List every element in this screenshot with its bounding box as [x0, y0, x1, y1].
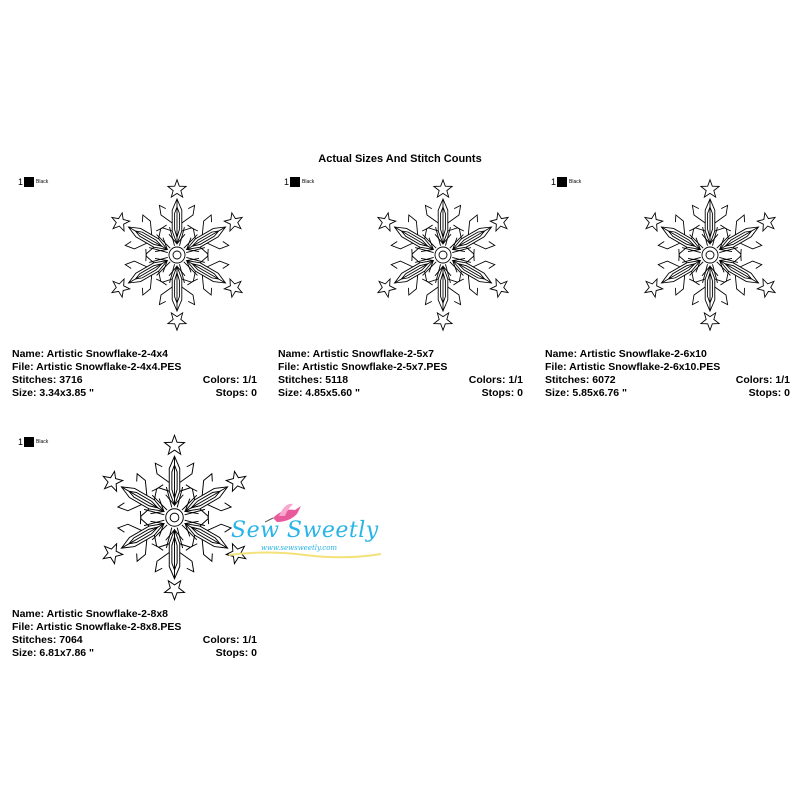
color-swatch	[24, 437, 34, 447]
color-count: Colors: 1/1	[202, 374, 257, 386]
design-size: Size: 6.81x7.86 "	[12, 647, 95, 659]
design-file: File: Artistic Snowflake-2-6x10.PES	[545, 361, 721, 373]
snowflake-preview	[363, 175, 523, 335]
brand-name: Sew Sweetly	[231, 518, 379, 543]
snowflake-icon	[630, 175, 790, 335]
legend-label: Black	[569, 179, 582, 185]
color-swatch	[557, 177, 567, 187]
color-swatch	[24, 177, 34, 187]
color-swatch	[290, 177, 300, 187]
color-legend	[18, 435, 48, 449]
design-info	[12, 348, 257, 400]
design-size: Size: 4.85x5.60 "	[278, 387, 361, 399]
legend-number: 1	[551, 177, 557, 187]
stop-count: Stops: 0	[748, 387, 790, 399]
design-card	[278, 165, 528, 405]
stitch-count: Stitches: 3716	[12, 374, 83, 386]
legend-label: Black	[36, 179, 49, 185]
snowflake-preview	[97, 175, 257, 335]
color-legend	[551, 175, 581, 189]
brand-logo	[225, 500, 385, 560]
design-file: File: Artistic Snowflake-2-4x4.PES	[12, 361, 182, 373]
design-info	[278, 348, 523, 400]
stop-count: Stops: 0	[215, 387, 257, 399]
stitch-count: Stitches: 7064	[12, 634, 83, 646]
design-name: Name: Artistic Snowflake-2-8x8	[12, 608, 168, 620]
legend-number: 1	[18, 177, 24, 187]
legend-number: 1	[284, 177, 290, 187]
snowflake-icon	[363, 175, 523, 335]
design-file: File: Artistic Snowflake-2-8x8.PES	[12, 621, 182, 633]
design-size: Size: 5.85x6.76 "	[545, 387, 628, 399]
snowflake-preview	[630, 175, 790, 335]
stop-count: Stops: 0	[215, 647, 257, 659]
page-title: Actual Sizes And Stitch Counts	[318, 153, 482, 165]
design-file: File: Artistic Snowflake-2-5x7.PES	[278, 361, 448, 373]
design-info	[12, 608, 257, 660]
color-count: Colors: 1/1	[202, 634, 257, 646]
stitch-count: Stitches: 6072	[545, 374, 616, 386]
stop-count: Stops: 0	[481, 387, 523, 399]
stitch-count: Stitches: 5118	[278, 374, 349, 386]
snowflake-icon	[97, 175, 257, 335]
color-count: Colors: 1/1	[735, 374, 790, 386]
color-legend	[18, 175, 48, 189]
legend-label: Black	[302, 179, 315, 185]
design-card	[12, 165, 262, 405]
color-legend	[284, 175, 314, 189]
design-info	[545, 348, 790, 400]
design-name: Name: Artistic Snowflake-2-5x7	[278, 348, 434, 360]
design-card	[545, 165, 795, 405]
design-size: Size: 3.34x3.85 "	[12, 387, 95, 399]
design-name: Name: Artistic Snowflake-2-6x10	[545, 348, 707, 360]
brand-url: www.sewsweetly.com	[261, 544, 338, 552]
legend-label: Black	[36, 439, 49, 445]
swirl-underline	[225, 550, 385, 560]
design-name: Name: Artistic Snowflake-2-4x4	[12, 348, 168, 360]
color-count: Colors: 1/1	[468, 374, 523, 386]
legend-number: 1	[18, 437, 24, 447]
